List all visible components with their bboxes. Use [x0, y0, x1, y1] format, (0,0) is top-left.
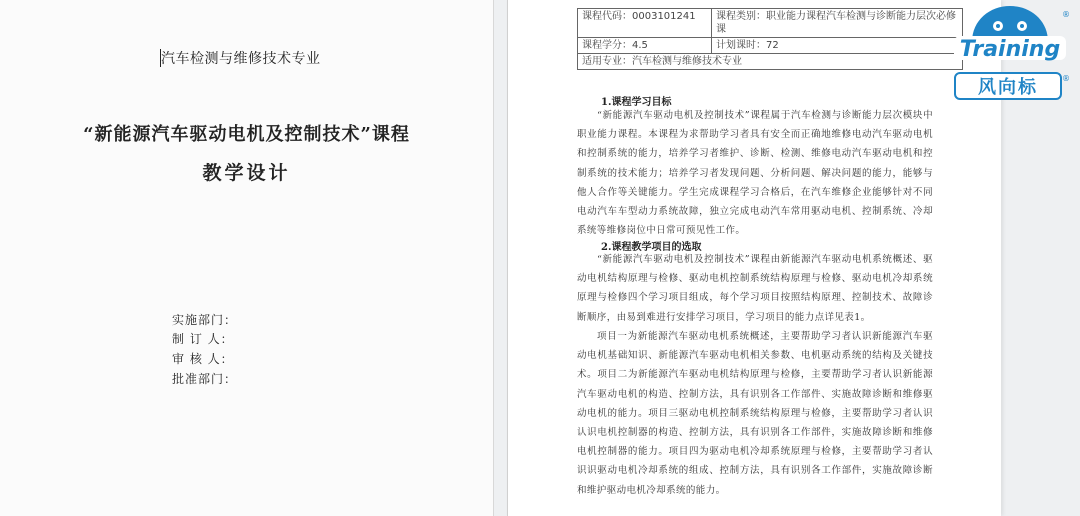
- signature-dept: 实施部门：: [172, 313, 238, 327]
- logo-name: 风向标: [978, 77, 1038, 98]
- course-category-cell: 课程类别：职业能力课程汽车检测与诊断能力层次必修课: [712, 9, 963, 38]
- brand-logo: [950, 0, 1070, 104]
- table-row: [578, 54, 963, 70]
- section-heading-2: 2.课程教学项目的选取: [601, 242, 702, 253]
- table-row: [578, 9, 963, 38]
- applicable-major-cell: 适用专业：汽车检测与维修技术专业: [578, 54, 963, 70]
- signature-reviewer: 审 核 人：: [172, 352, 234, 366]
- table-row: [578, 38, 963, 54]
- logo-word: Training: [959, 37, 1061, 62]
- section-2-paragraph-2: 项目一为新能源汽车驱动电机系统概述，主要帮助学习者认识新能源汽车驱动电机基础知识、新能源汽车驱动电机相关参数、电机驱动系统的结构及关键技术。项目二为新能源汽车驱动电机结构原理与检修，主要帮助学习者认识新能源汽车驱动电机的构造、控制方法，具有识别各工作部件、实施故障诊断和维修驱动电机的能力。项目三驱动电机控制系统结构原理与检修，主要帮助学习者认识认识电机控制器的构造、控制方法，具有识别各工作部件，实施故障诊断和维修电机控制器的能力。项目四为驱动电机冷却系统原理与检修，主要帮助学习者认识识驱动电机冷却系统的组成、控制方法，具有识别各工作部件，实施故障诊断和维护驱动电机冷却系统的能力。: [577, 331, 933, 496]
- design-title: 教学设计: [202, 162, 291, 184]
- training-car-icon: [950, 0, 1070, 72]
- credits-cell: 课程学分：4.5: [578, 38, 712, 54]
- document-page-content: [507, 0, 1001, 516]
- section-2-paragraph-1: “新能源汽车驱动电机及控制技术”课程由新能源汽车驱动电机系统概述、驱动电机结构原理与检修、驱动电机控制系统结构原理与检修、驱动电机冷却系统原理与检修四个学习项目组成，每个学习项目按照结构原理、控制技术、故障诊断顺序，由易到难进行安排学习项目，学习项目的能力点详见表1。: [577, 254, 933, 323]
- signature-approver: 批准部门：: [172, 372, 238, 386]
- section-heading-1: 1.课程学习目标: [601, 97, 672, 108]
- planned-hours-cell: 计划课时：72: [712, 38, 963, 54]
- document-page-cover: [0, 0, 494, 516]
- course-code-cell: 课程代码：0003101241: [578, 9, 712, 38]
- logo-name-badge: [954, 72, 1062, 100]
- major-title: 汽车检测与维修技术专业: [161, 51, 321, 67]
- registered-mark-2: ®: [1062, 74, 1070, 83]
- course-title: “新能源汽车驱动电机及控制技术”课程: [83, 124, 410, 145]
- section-1-paragraph: “新能源汽车驱动电机及控制技术”课程属于汽车检测与诊断能力层次模块中职业能力课程。本课程为求帮助学习者具有安全而正确地维修电动汽车驱动电机和控制系统的能力，培养学习者维护、诊断、检测、维修电动汽车驱动电机和控制系统的技术能力；培养学习者发现问题、分析问题、解决问题的能力，能够与他人合作等关键能力。学生完成课程学习合格后，在汽车维修企业能够针对不同电动汽车车型动力系统故障，独立完成电动汽车常用驱动电机、控制系统、冷却系统等维修岗位中日常可预见性工作。: [577, 110, 933, 237]
- course-info-table: [577, 8, 963, 70]
- registered-mark: ®: [1062, 10, 1070, 19]
- signature-author: 制 订 人：: [172, 332, 234, 346]
